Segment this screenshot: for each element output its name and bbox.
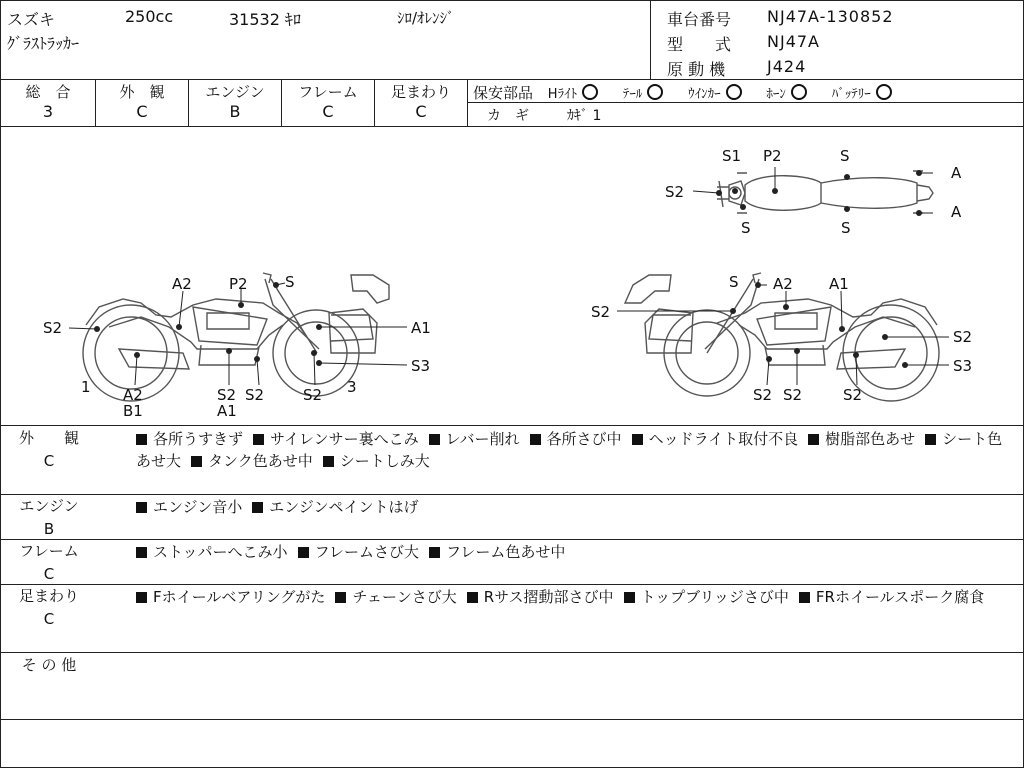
bullet-square-icon	[624, 592, 635, 603]
note-item: エンジンペイントはげ	[252, 498, 418, 516]
label-1: 1	[81, 378, 91, 396]
bullet-square-icon	[252, 502, 263, 513]
type-label: 型 式	[667, 35, 732, 54]
bullet-square-icon	[429, 547, 440, 558]
safety-item-horn: ﾎｰﾝ	[766, 87, 807, 102]
damage-markers	[94, 170, 922, 368]
note-item: ストッパーへこみ小	[136, 543, 288, 561]
label-s2-b: S2	[245, 386, 265, 404]
bullet-square-icon	[136, 547, 147, 558]
note-item: シートしみ大	[323, 452, 430, 470]
bullet-square-icon	[136, 434, 147, 445]
bullet-square-icon	[799, 592, 810, 603]
note-list-engine	[136, 496, 1016, 518]
label-a1: A1	[411, 319, 431, 337]
note-item: ヘッドライト取付不良	[632, 430, 799, 448]
color: ｼﾛ/ｵﾚﾝｼﾞ	[397, 9, 455, 27]
label-r-s3: S3	[953, 357, 973, 375]
divider	[95, 79, 96, 126]
damage-diagram	[1, 127, 1023, 425]
label-r-s2-right: S2	[953, 328, 973, 346]
label-t-p2: P2	[763, 147, 782, 165]
top-bike-outline	[717, 171, 933, 213]
note-label-engine: エンジン B	[19, 497, 79, 538]
bullet-square-icon	[530, 434, 541, 445]
label-b1: B1	[123, 402, 143, 420]
label-r-a1: A1	[829, 275, 849, 293]
note-item: Rサス摺動部さび中	[467, 588, 614, 606]
note-item: チェーンさび大	[335, 588, 456, 606]
bullet-square-icon	[298, 547, 309, 558]
bullet-square-icon	[925, 434, 936, 445]
overall-label: 総 合	[25, 83, 71, 101]
label-t-s-bottom-right: S	[841, 219, 851, 237]
ok-circle-icon	[726, 84, 742, 100]
safety-label: 保安部品	[473, 84, 534, 102]
note-item: トップブリッジさび中	[624, 588, 789, 606]
label-r-s2-left: S2	[591, 303, 611, 321]
label-s2-left: S2	[43, 319, 63, 337]
label-s3: S3	[411, 357, 431, 375]
note-item: レバー削れ	[429, 430, 520, 448]
note-item: 各所さび中	[530, 430, 622, 448]
note-item: フレームさび大	[298, 543, 419, 561]
bullet-square-icon	[632, 434, 643, 445]
safety-item-battery: ﾊﾞｯﾃﾘｰ	[832, 87, 892, 102]
label-r-s2-a: S2	[753, 386, 773, 404]
divider	[374, 79, 375, 126]
label-s-top: S	[285, 273, 295, 291]
bullet-square-icon	[429, 434, 440, 445]
label-t-a-top: A	[951, 164, 962, 182]
note-list-suspension	[136, 586, 1016, 608]
frame-no-label: 車台番号	[667, 10, 732, 29]
note-item: フレーム色あせ中	[429, 543, 565, 561]
note-item: 樹脂部色あせ	[808, 430, 915, 448]
divider	[650, 1, 651, 79]
label-t-s1: S1	[722, 147, 742, 165]
note-label-other: そ の 他	[21, 656, 77, 674]
label-t-s-bottom-left: S	[741, 219, 751, 237]
note-item: シート色あせ大	[136, 430, 1003, 470]
bullet-square-icon	[467, 592, 478, 603]
safety-parts	[473, 82, 892, 103]
key-value: ｶｷﾞ 1	[567, 108, 602, 124]
divider	[281, 79, 282, 126]
suspension-grade: C	[415, 102, 427, 121]
displacement: 250cc	[125, 7, 174, 26]
mileage: 31532 ｷﾛ	[229, 10, 301, 29]
divider	[188, 79, 189, 126]
ok-circle-icon	[582, 84, 598, 100]
ok-circle-icon	[876, 84, 892, 100]
divider	[1, 79, 1023, 80]
divider	[1, 494, 1023, 495]
label-r-a2: A2	[773, 275, 793, 293]
engine-label: 原 動 機	[667, 60, 726, 79]
safety-item-tail: ﾃｰﾙ	[623, 87, 664, 102]
label-t-s-top: S	[840, 147, 850, 165]
label-t-s2: S2	[665, 183, 685, 201]
engine-grade-label: エンジン	[205, 83, 265, 101]
engine-grade: B	[229, 102, 241, 121]
note-label-exterior: 外 観 C	[18, 429, 79, 470]
bullet-square-icon	[136, 592, 147, 603]
note-item: FRホイールスポーク腐食	[799, 588, 984, 606]
divider	[1, 425, 1023, 426]
note-label-suspension: 足まわり C	[18, 587, 79, 628]
safety-item-headlight: Hﾗｲﾄ	[548, 87, 598, 102]
divider	[1, 652, 1023, 653]
bullet-square-icon	[136, 502, 147, 513]
note-item: エンジン音小	[136, 498, 242, 516]
divider	[1, 719, 1023, 720]
exterior-label: 外 観	[119, 83, 165, 101]
note-list-frame	[136, 541, 1016, 563]
frame-no: NJ47A-130852	[767, 7, 894, 26]
bullet-square-icon	[808, 434, 819, 445]
bullet-square-icon	[191, 456, 202, 467]
label-s2-a: S2	[217, 386, 237, 404]
label-r-s2-b: S2	[783, 386, 803, 404]
suspension-grade-label: 足まわり	[390, 83, 451, 101]
note-list-exterior	[136, 428, 1016, 472]
type-value: NJ47A	[767, 32, 820, 51]
divider	[1, 584, 1023, 585]
label-r-s-top: S	[729, 273, 739, 291]
overall-grade: 3	[42, 102, 54, 121]
label-a2-top: A2	[172, 275, 192, 293]
ok-circle-icon	[791, 84, 807, 100]
bullet-square-icon	[323, 456, 334, 467]
model-name: ｸﾞﾗｽﾄﾗｯｶｰ	[7, 34, 80, 53]
engine-value: J424	[767, 57, 807, 76]
label-t-a-bottom: A	[951, 203, 962, 221]
divider	[1, 539, 1023, 540]
label-p2: P2	[229, 275, 248, 293]
label-r-s2-c: S2	[843, 386, 863, 404]
maker: スズキ	[7, 10, 56, 29]
ok-circle-icon	[647, 84, 663, 100]
frame-grade: C	[322, 102, 334, 121]
bullet-square-icon	[335, 592, 346, 603]
frame-grade-label: フレーム	[298, 83, 358, 101]
note-item: タンク色あせ中	[191, 452, 313, 470]
safety-item-winker: ｳｲﾝｶｰ	[688, 87, 742, 102]
exterior-grade: C	[136, 102, 148, 121]
note-label-frame: フレーム C	[19, 542, 79, 583]
label-s2-c: S2	[303, 386, 323, 404]
key-label: カ ギ	[487, 108, 529, 124]
bullet-square-icon	[253, 434, 264, 445]
label-a1-bottom: A1	[217, 402, 237, 420]
note-item: 各所うすきず	[136, 430, 243, 448]
note-item: サイレンサー裏へこみ	[253, 430, 419, 448]
leader-lines	[69, 167, 949, 385]
note-item: Fホイールベアリングがた	[136, 588, 325, 606]
label-3: 3	[347, 378, 357, 396]
label-a2-bottom: A2	[123, 386, 143, 404]
